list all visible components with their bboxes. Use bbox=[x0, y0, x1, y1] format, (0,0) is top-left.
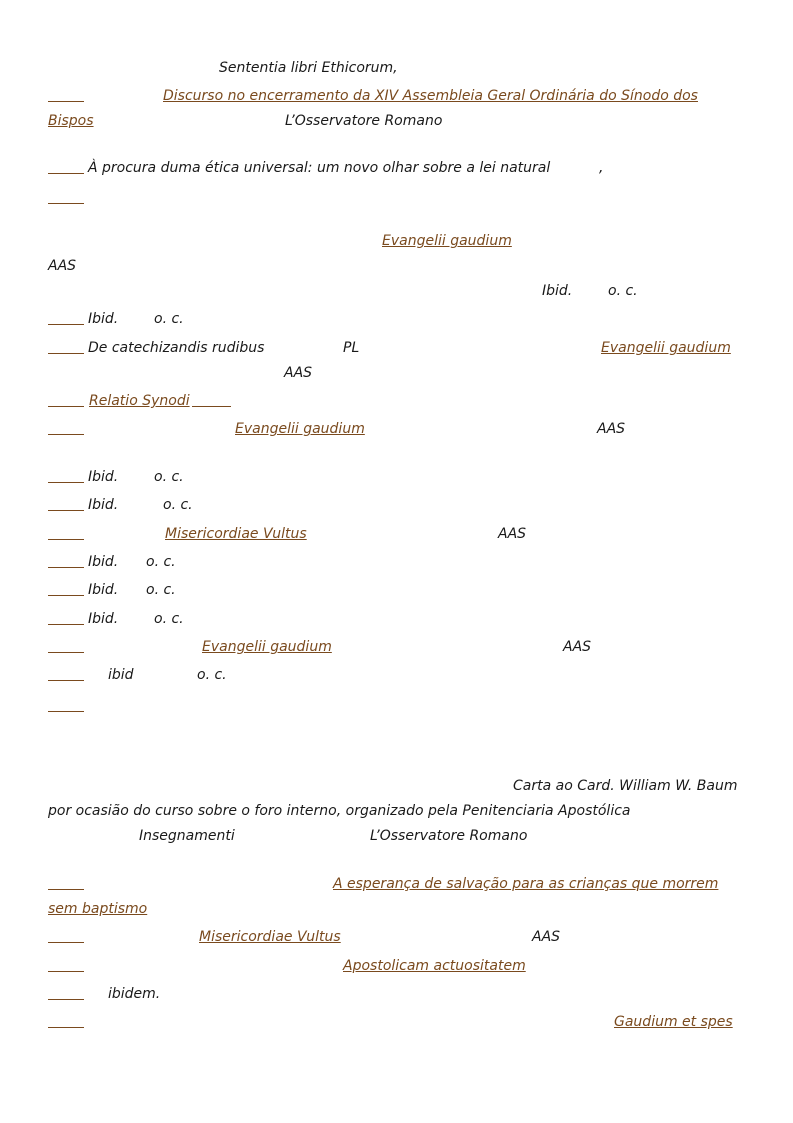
ibid-label: ibid bbox=[108, 667, 134, 683]
oc-label: o. c. bbox=[197, 667, 227, 683]
footnote-marker bbox=[48, 624, 84, 625]
footnote-marker bbox=[48, 567, 84, 568]
salvation-children-link-cont[interactable]: sem baptismo bbox=[48, 901, 148, 917]
ibid-label: Ibid. bbox=[88, 497, 119, 513]
aas-label: AAS bbox=[284, 365, 313, 381]
footnote-marker bbox=[48, 173, 84, 174]
ibid-label: Ibid. bbox=[88, 469, 119, 485]
ibid-label: Ibid. bbox=[88, 582, 119, 598]
insegnamenti-label: Insegnamenti bbox=[139, 828, 235, 844]
synod-discourse-link[interactable]: Discurso no encerramento da XIV Assembleia Geral Ordinária do Sínodo dos bbox=[163, 88, 698, 104]
pl-label: PL bbox=[343, 340, 360, 356]
letter-card-baum: Carta ao Card. William W. Baum bbox=[513, 778, 738, 794]
gaudium-et-spes-link[interactable]: Gaudium et spes bbox=[614, 1014, 733, 1030]
footnote-marker bbox=[48, 711, 84, 712]
footnote-marker bbox=[48, 203, 84, 204]
oc-label: o. c. bbox=[146, 554, 176, 570]
oc-label: o. c. bbox=[154, 311, 184, 327]
footnote-marker bbox=[48, 999, 84, 1000]
footnote-marker bbox=[48, 406, 84, 407]
footnote-marker bbox=[48, 539, 84, 540]
footnote-marker bbox=[48, 510, 84, 511]
newspaper-name: L’Osservatore Romano bbox=[285, 113, 443, 129]
oc-label: o. c. bbox=[608, 283, 638, 299]
oc-label: o. c. bbox=[154, 469, 184, 485]
footnote-marker bbox=[48, 652, 84, 653]
aas-label: AAS bbox=[597, 421, 626, 437]
footnote-marker bbox=[48, 324, 84, 325]
misericordiae-vultus-link[interactable]: Misericordiae Vultus bbox=[165, 526, 307, 542]
universal-ethics-title: À procura duma ética universal: um novo olhar sobre a lei natural bbox=[88, 160, 551, 176]
link-underline-tail bbox=[192, 406, 231, 407]
oc-label: o. c. bbox=[146, 582, 176, 598]
footnote-marker bbox=[48, 971, 84, 972]
evangelii-gaudium-link[interactable]: Evangelii gaudium bbox=[382, 233, 512, 249]
salvation-children-link[interactable]: A esperança de salvação para as crianças que morrem bbox=[333, 876, 719, 892]
apostolicam-actuositatem-link[interactable]: Apostolicam actuositatem bbox=[343, 958, 526, 974]
ibid-label: Ibid. bbox=[88, 554, 119, 570]
catechizandis-title: De catechizandis rudibus bbox=[88, 340, 265, 356]
footnote-marker bbox=[48, 1027, 84, 1028]
evangelii-gaudium-link[interactable]: Evangelii gaudium bbox=[202, 639, 332, 655]
aas-label: AAS bbox=[48, 258, 77, 274]
footnote-marker bbox=[48, 101, 84, 102]
ibid-label: Ibid. bbox=[542, 283, 573, 299]
ibidem-label: ibidem. bbox=[108, 986, 161, 1002]
oc-label: o. c. bbox=[163, 497, 193, 513]
evangelii-gaudium-link[interactable]: Evangelii gaudium bbox=[601, 340, 731, 356]
misericordiae-vultus-link[interactable]: Misericordiae Vultus bbox=[199, 929, 341, 945]
aas-label: AAS bbox=[532, 929, 561, 945]
relatio-synodi-link[interactable]: Relatio Synodi bbox=[89, 393, 190, 409]
newspaper-name: L’Osservatore Romano bbox=[370, 828, 528, 844]
footnote-marker bbox=[48, 482, 84, 483]
footnote-marker bbox=[48, 434, 84, 435]
aas-label: AAS bbox=[563, 639, 592, 655]
footnote-marker bbox=[48, 595, 84, 596]
ibid-label: Ibid. bbox=[88, 611, 119, 627]
aas-label: AAS bbox=[498, 526, 527, 542]
ethicorum-title: Sententia libri Ethicorum, bbox=[219, 60, 398, 76]
evangelii-gaudium-link[interactable]: Evangelii gaudium bbox=[235, 421, 365, 437]
ibid-label: Ibid. bbox=[88, 311, 119, 327]
footnote-marker bbox=[48, 889, 84, 890]
footnote-marker bbox=[48, 353, 84, 354]
footnote-marker bbox=[48, 680, 84, 681]
comma: , bbox=[599, 160, 604, 176]
occasion-text: por ocasião do curso sobre o foro interno, organizado pela Penitenciaria Apostólica bbox=[48, 803, 631, 819]
oc-label: o. c. bbox=[154, 611, 184, 627]
footnote-marker bbox=[48, 942, 84, 943]
synod-discourse-link-cont[interactable]: Bispos bbox=[48, 113, 94, 129]
